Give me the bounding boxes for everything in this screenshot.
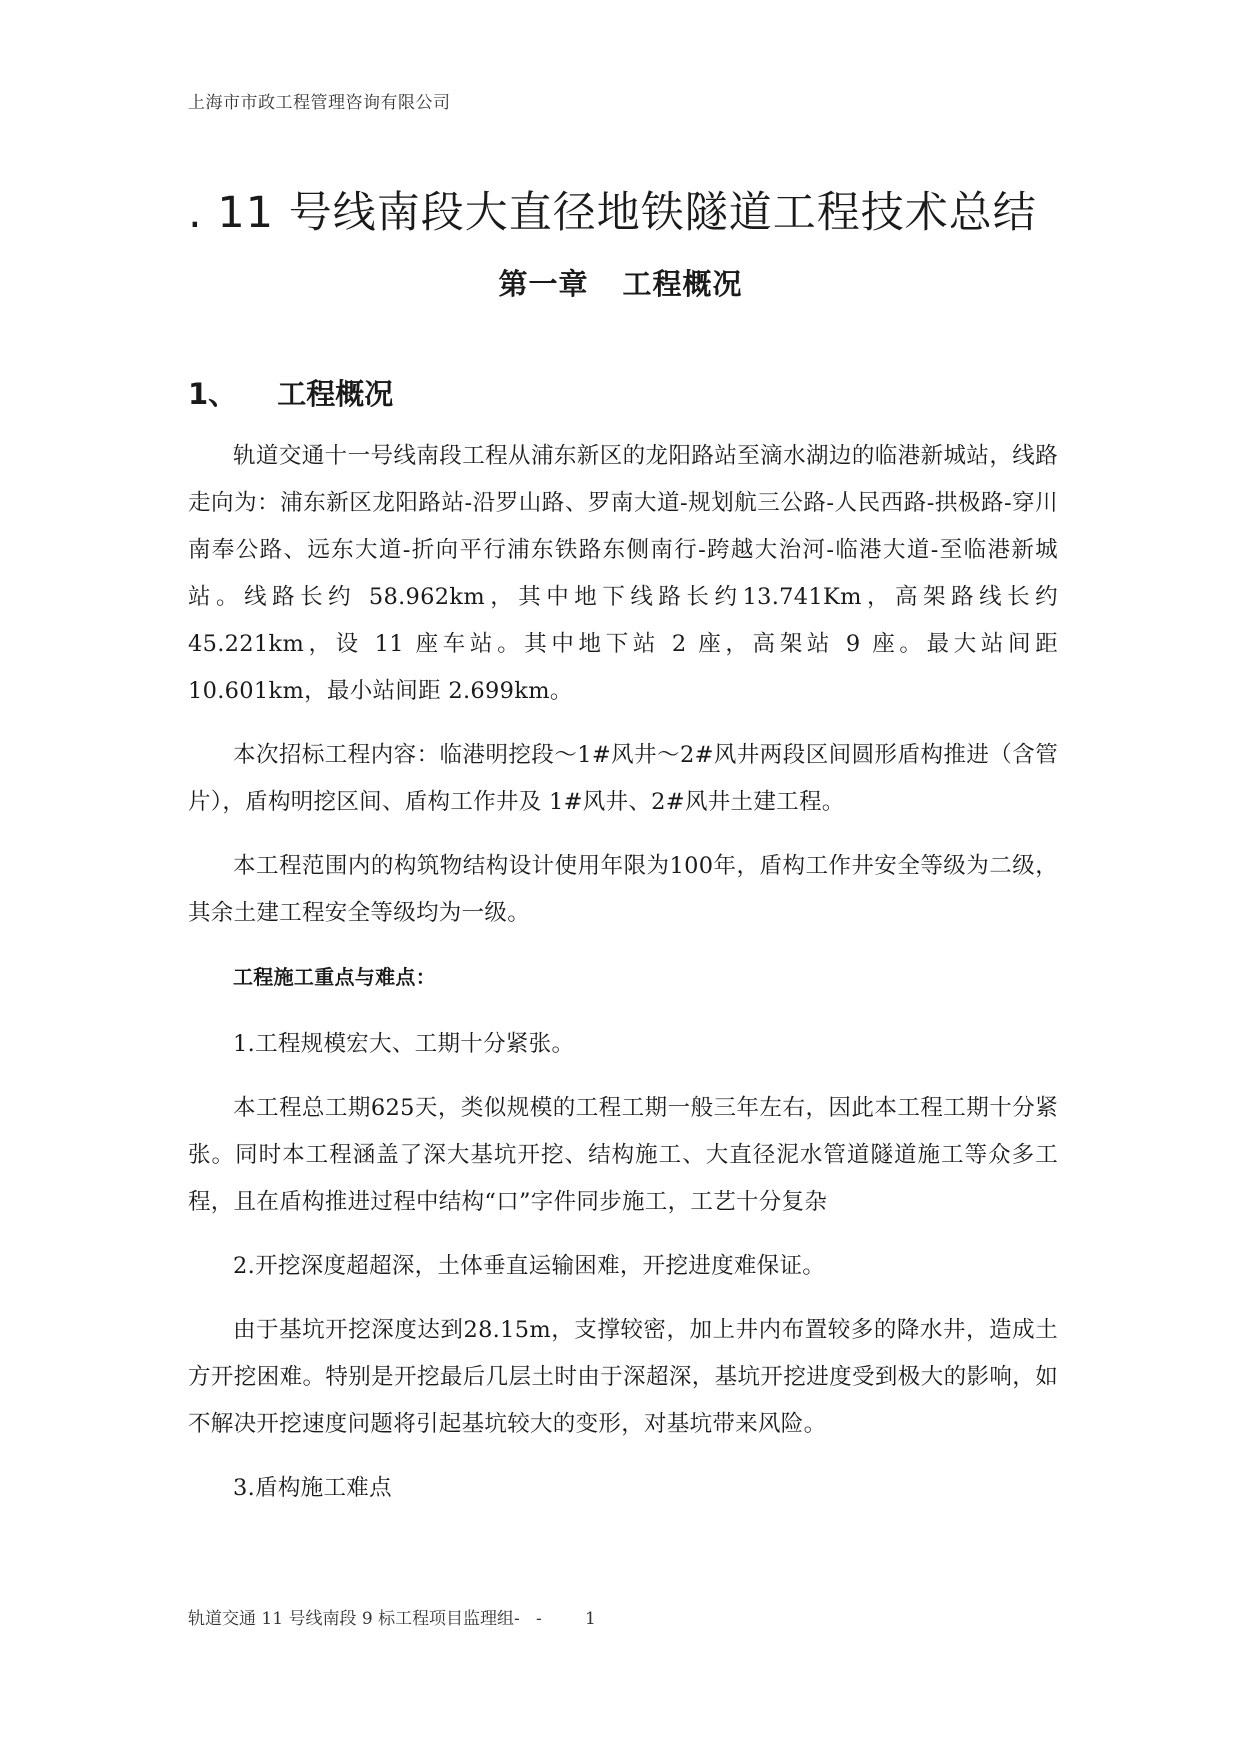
section-name: 工程概况: [277, 377, 394, 411]
body-text: [188, 433, 1058, 1529]
page-footer: [188, 1604, 596, 1629]
chapter-name: 工程概况: [622, 267, 743, 301]
list-item-3: 3.盾构施工难点: [233, 1475, 392, 1501]
chapter-heading: [0, 262, 1241, 303]
footer-text: 轨道交通 11 号线南段 9 标工程项目监理组- -: [188, 1609, 542, 1629]
paragraph-route-overview: 轨道交通十一号线南段工程从浦东新区的龙阳路站至滴水湖边的临港新城站，线路走向为：浦东新区龙阳路站-沿罗山路、罗南大道-规划航三公路-人民西路-拱极路-穿川南奉公路、远东大道-折向平行浦东铁路东侧南行-跨越大治河-临港大道-至临港新城站。线路长约 58.962km，其中地下线路长约13.741Km，高架路线长约 45.221km，设 11 座车站。其中地下站 2 座，高架站 9 座。最大站间距 10.601km，最小站间距 2.699km。: [188, 443, 1058, 704]
paragraph-schedule: 本工程总工期625天，类似规模的工程工期一般三年左右，因此本工程工期十分紧张。同时本工程涵盖了深大基坑开挖、结构施工、大直径泥水管道隧道施工等众多工程，且在盾构推进过程中结构“口”字件同步施工，工艺十分复杂: [188, 1095, 1058, 1215]
section-heading: [188, 372, 393, 413]
paragraph-design-life: 本工程范围内的构筑物结构设计使用年限为100年，盾构工作井安全等级为二级，其余土建工程安全等级均为一级。: [188, 853, 1058, 926]
document-title: . 11 号线南段大直径地铁隧道工程技术总结: [188, 187, 1037, 238]
list-item-2: 2.开挖深度超超深，土体垂直运输困难，开挖进度难保证。: [233, 1253, 826, 1279]
paragraph-excavation: 由于基坑开挖深度达到28.15m，支撑较密，加上井内布置较多的降水井，造成土方开挖困难。特别是开挖最后几层土时由于深超深，基坑开挖进度受到极大的影响，如不解决开挖速度问题将引起基坑较大的变形，对基坑带来风险。: [188, 1317, 1058, 1437]
section-number: 1、: [188, 377, 238, 411]
chapter-number: 第一章: [498, 267, 589, 301]
page-number: 1: [585, 1609, 596, 1629]
page-header: 上海市市政工程管理咨询有限公司: [188, 93, 451, 113]
paragraph-bid-scope: 本次招标工程内容：临港明挖段～1#风井～2#风井两段区间圆形盾构推进（含管片），盾构明挖区间、盾构工作井及 1#风井、2#风井土建工程。: [188, 742, 1058, 815]
subheading-key-difficulties: 工程施工重点与难点：: [233, 965, 436, 989]
list-item-1: 1.工程规模宏大、工期十分紧张。: [233, 1031, 575, 1057]
